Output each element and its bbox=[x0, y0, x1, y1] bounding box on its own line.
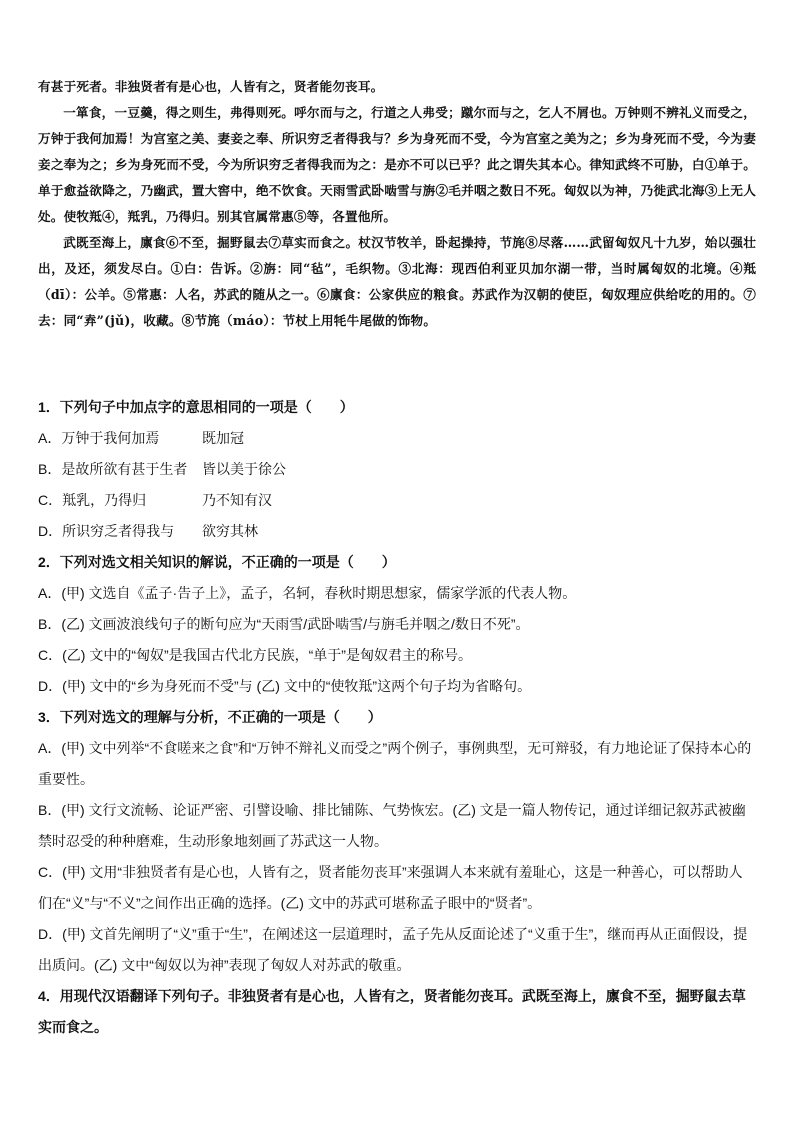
passage-paragraph-2: 一箪食，一豆羹，得之则生，弗得则死。呼尔而与之，行道之人弗受；蹴尔而与之，乞人不屑也。万钟则不辨礼义而受之，万钟于我何加焉！为宫室之美、妻妾之奉、所识穷乏者得我与？乡为身死而不受，今为宫室之美为之；乡为身死而不受，今为妻妾之奉为之；乡为身死而不受，今为所识穷乏者得我而为之：是亦不可以已乎？此之谓失其本心。律知武终不可胁，白①单于。单于愈益欲降之，乃幽武，置大窖中，绝不饮食。天雨雪武卧啮雪与旃②毛并咽之数日不死。匈奴以为神，乃徙武北海③上无人处。使牧羝④，羝乳，乃得归。别其官属常惠⑤等，各置他所。 bbox=[38, 105, 756, 224]
option-a-left: A．万钟于我何加焉 bbox=[38, 430, 160, 446]
question-1-stem: 1．下列句子中加点字的意思相同的一项是（ ） bbox=[38, 399, 354, 415]
option-c-left: C．羝乳，乃得归 bbox=[38, 492, 147, 508]
question-2-option-a[interactable]: A．(甲) 文选自《孟子·告子上》，孟子，名轲，春秋时期思想家，儒家学派的代表人物。 bbox=[38, 585, 577, 601]
question-2-option-c[interactable]: C．(乙) 文中的“匈奴”是我国古代北方民族，“单于”是匈奴君主的称号。 bbox=[38, 647, 472, 663]
question-1-option-c[interactable] bbox=[38, 485, 756, 516]
question-1 bbox=[38, 392, 756, 547]
question-1-option-b[interactable] bbox=[38, 454, 756, 485]
question-4-stem: 4．用现代汉语翻译下列句子。非独贤者有是心也，人皆有之，贤者能勿丧耳。武既至海上，廪食不至，掘野鼠去草实而食之。 bbox=[38, 988, 746, 1035]
question-1-option-a[interactable] bbox=[38, 423, 756, 454]
question-list bbox=[38, 392, 756, 1043]
question-3-option-a[interactable]: A．(甲) 文中列举“不食嗟来之食”和“万钟不辩礼义而受之”两个例子，事例典型，无可辩驳，有力地论证了保持本心的重要性。 bbox=[38, 740, 752, 787]
question-2-option-b[interactable]: B．(乙) 文画波浪线句子的断句应为“天雨雪/武卧啮雪/与旃毛并咽之/数日不死”。 bbox=[38, 616, 530, 632]
question-2-option-d[interactable]: D．(甲) 文中的“乡为身死而不受”与 (乙) 文中的“使牧羝”这两个句子均为省略句。 bbox=[38, 678, 532, 694]
question-3-option-d[interactable]: D．(甲) 文首先阐明了“义”重于“生”，在阐述这一层道理时，孟子先从反面论述了“义重于生”，继而再从正面假设，提出质问。(乙) 文中“匈奴以为神”表现了匈奴人对苏武的敬重。 bbox=[38, 926, 748, 973]
question-3-stem: 3．下列对选文的理解与分析，不正确的一项是（ ） bbox=[38, 709, 382, 725]
option-b-left: B．是故所欲有甚于生者 bbox=[38, 461, 188, 477]
question-3-option-b[interactable]: B．(甲) 文行文流畅、论证严密、引譬设喻、排比铺陈、气势恢宏。(乙) 文是一篇人物传记，通过详细记叙苏武被幽禁时忍受的种种磨难，生动形象地刻画了苏武这一人物。 bbox=[38, 802, 746, 849]
question-1-option-d[interactable] bbox=[38, 516, 756, 547]
option-b-right: 皆以美于徐公 bbox=[202, 461, 286, 477]
question-2 bbox=[38, 547, 756, 702]
question-3-option-c[interactable]: C．(甲) 文用“非独贤者有是心也，人皆有之，贤者能勿丧耳”来强调人本来就有羞耻心，这是一种善心，可以帮助人们在“义”与“不义”之间作出正确的选择。(乙) 文中的苏武可堪称孟子眼中的“贤者”。 bbox=[38, 864, 743, 911]
passage-paragraph-1: 有甚于死者。非独贤者有是心也，人皆有之，贤者能勿丧耳。 bbox=[38, 79, 384, 94]
question-4 bbox=[38, 981, 756, 1043]
option-d-right: 欲穷其林 bbox=[202, 523, 258, 539]
option-d-left: D．所识穷乏者得我与 bbox=[38, 523, 175, 539]
passage-paragraph-3: 武既至海上，廪食⑥不至，掘野鼠去⑦草实而食之。杖汉节牧羊，卧起操持，节旄⑧尽落……武留匈奴凡十九岁，始以强壮出，及还，须发尽白。①白：告诉。②旃：同“毡”，毛织物。③北海：现西伯利亚贝加尔湖一带，当时属匈奴的北境。④羝（dī）：公羊。⑤常惠：人名，苏武的随从之一。⑥廪食：公家供应的粮食。苏武作为汉朝的使臣，匈奴理应供给吃的用的。⑦去：同“弆”(jǔ)，收藏。⑧节旄（máo）：节杖上用牦牛尾做的饰物。 bbox=[38, 235, 756, 328]
option-a-right: 既加冠 bbox=[202, 430, 244, 446]
option-c-right: 乃不知有汉 bbox=[202, 492, 272, 508]
classical-passage bbox=[38, 74, 756, 334]
question-3 bbox=[38, 702, 756, 981]
question-2-stem: 2．下列对选文相关知识的解说，不正确的一项是（ ） bbox=[38, 554, 396, 570]
